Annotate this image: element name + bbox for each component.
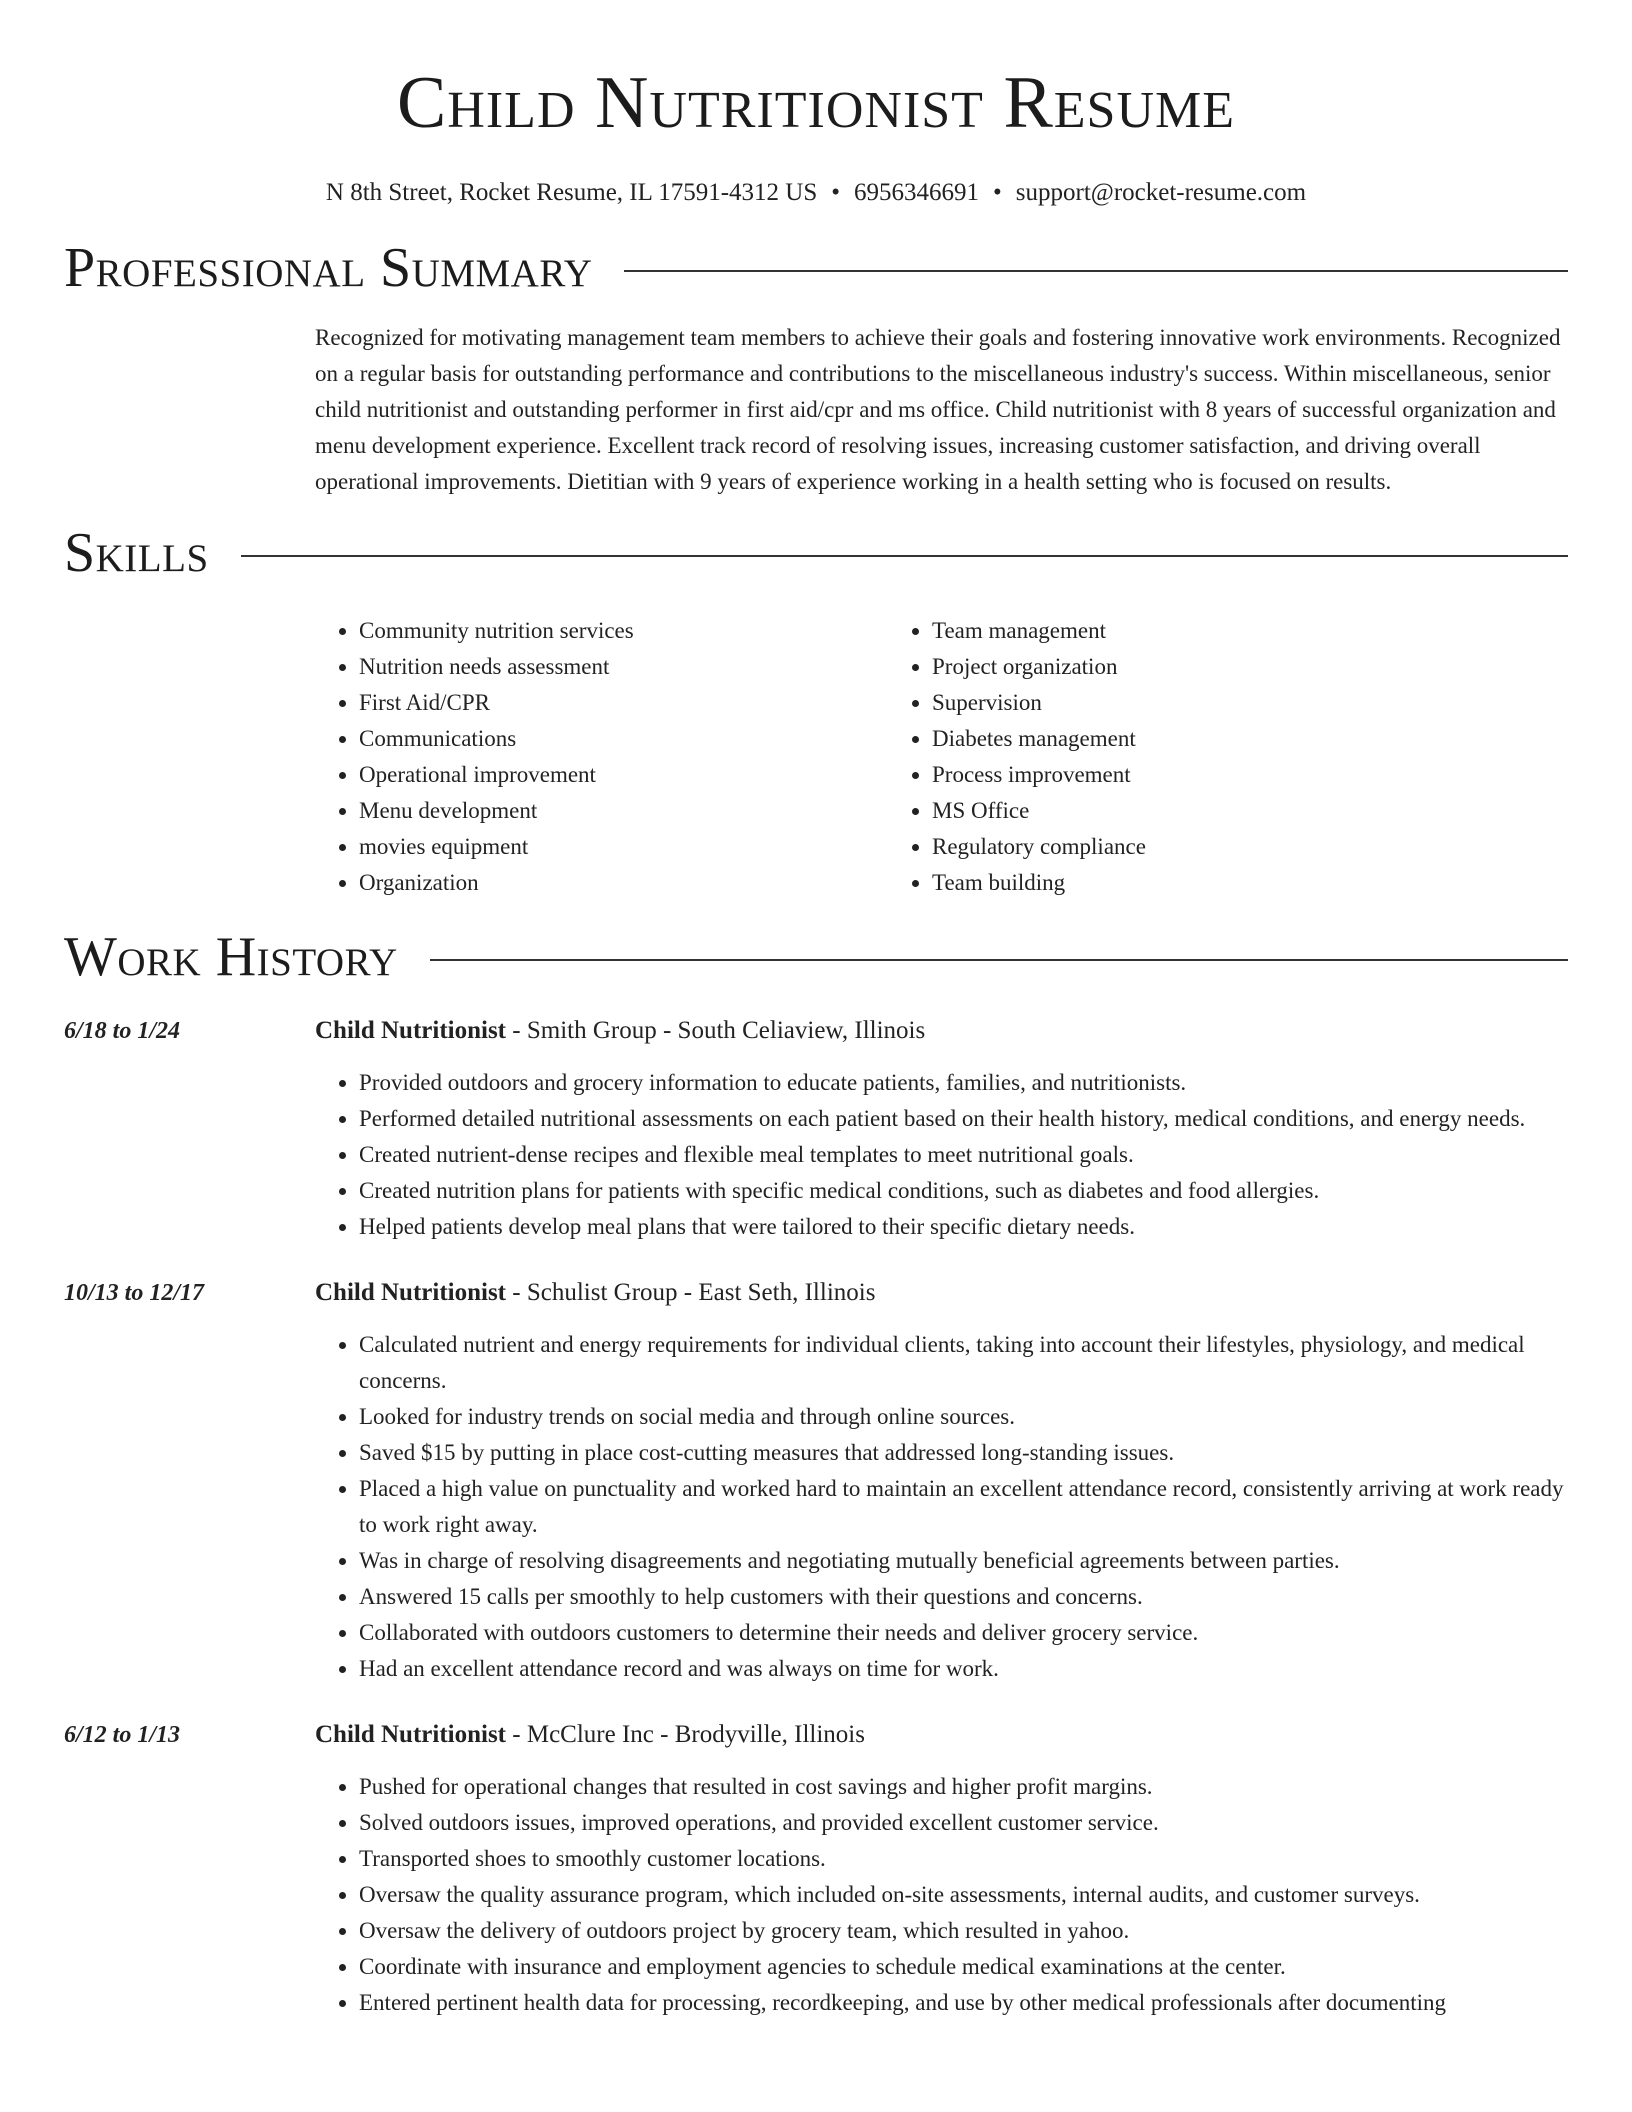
contact-line [64,178,1568,208]
skill-item: • Project organization [932,649,1146,685]
skill-item: • Diabetes management [932,721,1146,757]
skill-item: • Team management [932,613,1146,649]
job-bullet: • Collaborated with outdoors customers to determine their needs and deliver grocery service. [359,1615,1568,1651]
skill-item: • Team building [932,865,1146,901]
skill-item: • Process improvement [932,757,1146,793]
job-bullet: • Created nutrient-dense recipes and flexible meal templates to meet nutritional goals. [359,1137,1568,1173]
summary-text: Recognized for motivating management team members to achieve their goals and fostering innovative work environments. Recognized on a regular basis for outstanding performance and contributions to the miscellaneous industry's success. Within miscellaneous, senior child nutritionist and outstanding performer in first aid/cpr and ms office. Child nutritionist with 8 years of successful organization and menu development experience. Excellent track record of resolving issues, increasing customer satisfaction, and driving overall operational improvements. Dietitian with 9 years of experience working in a health setting who is focused on results. [315,325,1561,494]
job-bullet: • Entered pertinent health data for processing, recordkeeping, and use by other medical professionals after documenting [359,1985,1568,2021]
job-header [64,1277,1568,1309]
job-heading [315,1277,875,1309]
job-header [64,1015,1568,1047]
job-bullet: • Oversaw the quality assurance program, which included on-site assessments, internal audits, and customer surveys. [359,1877,1568,1913]
job-heading [315,1015,925,1047]
job-bullet: • Placed a high value on punctuality and worked hard to maintain an excellent attendance record, consistently arriving at work ready to work right away. [359,1471,1568,1543]
job-bullet: • Answered 15 calls per smoothly to help customers with their questions and concerns. [359,1579,1568,1615]
job-details: - Smith Group - South Celiaview, Illinois [506,1017,926,1044]
contact-separator: • [831,179,841,206]
skill-item: • Supervision [932,685,1146,721]
section-divider [624,270,1568,272]
job-dates: 10/13 to 12/17 [64,1280,205,1306]
summary-heading: Professional Summary [64,237,593,299]
contact-phone: 6956346691 [854,179,980,206]
skills-heading: Skills [64,522,209,584]
skill-item: • Organization [359,865,888,901]
job-entry [64,1015,1568,1245]
contact-separator: • [993,179,1002,206]
section-divider [430,959,1568,961]
job-dates: 6/12 to 1/13 [64,1722,181,1748]
skills-column-1 [315,613,888,901]
resume-title: Child Nutritionist Resume [396,62,1236,144]
skills-section-header [64,523,1568,583]
job-bullet: • Oversaw the delivery of outdoors project by grocery team, which resulted in yahoo. [359,1913,1568,1949]
skill-item: • Menu development [359,793,888,829]
job-bullet: • Provided outdoors and grocery information to educate patients, families, and nutritionists. [359,1065,1568,1101]
job-title: Child Nutritionist [315,1279,507,1306]
contact-email: support@rocket-resume.com [1015,179,1307,206]
work-heading: Work History [64,926,398,988]
job-bullet: • Calculated nutrient and energy requirements for individual clients, taking into account their lifestyles, physiology, and medical concerns. [359,1327,1568,1399]
job-bullets [315,1327,1568,1687]
job-bullet: • Pushed for operational changes that resulted in cost savings and higher profit margins. [359,1769,1568,1805]
skill-item: • movies equipment [359,829,888,865]
job-bullet: • Was in charge of resolving disagreements and negotiating mutually beneficial agreements between parties. [359,1543,1568,1579]
job-bullet: • Coordinate with insurance and employment agencies to schedule medical examinations at the center. [359,1949,1568,1985]
job-entry [64,1719,1568,2021]
skill-item: • MS Office [932,793,1146,829]
skill-item: • Community nutrition services [359,613,888,649]
job-heading [315,1719,865,1751]
job-entry [64,1277,1568,1687]
job-bullet: • Saved $15 by putting in place cost-cutting measures that addressed long-standing issues. [359,1435,1568,1471]
job-title: Child Nutritionist [315,1017,507,1044]
skill-item: • Nutrition needs assessment [359,649,888,685]
job-title: Child Nutritionist [315,1721,507,1748]
skills-column-2 [888,613,1146,901]
job-bullet: • Had an excellent attendance record and was always on time for work. [359,1651,1568,1687]
work-section-header [64,927,1568,987]
contact-address: N 8th Street, Rocket Resume, IL 17591-4312 US [325,179,818,206]
job-bullet: • Performed detailed nutritional assessments on each patient based on their health history, medical conditions, and energy needs. [359,1101,1568,1137]
job-bullet: • Looked for industry trends on social media and through online sources. [359,1399,1568,1435]
section-divider [241,555,1568,557]
job-dates: 6/18 to 1/24 [64,1018,181,1044]
skills-list [315,613,1568,901]
job-bullet: • Solved outdoors issues, improved operations, and provided excellent customer service. [359,1805,1568,1841]
job-bullets [315,1769,1568,2021]
skill-item: • Regulatory compliance [932,829,1146,865]
job-bullet: • Transported shoes to smoothly customer locations. [359,1841,1568,1877]
job-details: - McClure Inc - Brodyville, Illinois [506,1721,865,1748]
job-header [64,1719,1568,1751]
job-bullet: • Helped patients develop meal plans that were tailored to their specific dietary needs. [359,1209,1568,1245]
job-bullets [315,1065,1568,1245]
job-bullet: • Created nutrition plans for patients with specific medical conditions, such as diabetes and food allergies. [359,1173,1568,1209]
skill-item: • First Aid/CPR [359,685,888,721]
summary-section-header [64,238,1568,298]
job-details: - Schulist Group - East Seth, Illinois [506,1279,876,1306]
skill-item: • Operational improvement [359,757,888,793]
skill-item: • Communications [359,721,888,757]
